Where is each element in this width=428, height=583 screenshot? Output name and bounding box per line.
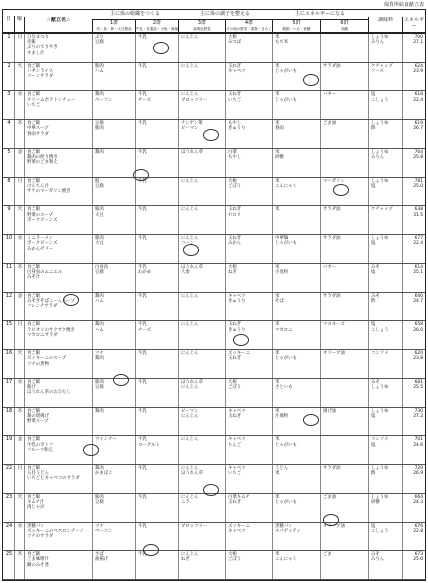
cell-c3: にんじん (178, 178, 225, 206)
menu-sheet (2, 2, 426, 581)
cell-c1: 白身魚 豆腐 (92, 264, 135, 292)
cell-dow: 木 (14, 408, 24, 436)
col6-label: 6群 (340, 20, 349, 26)
cell-c4: 大根 ごぼう (225, 379, 272, 407)
cell-c3: にんじん (178, 350, 225, 378)
cell-c2: 牛乳 (135, 408, 178, 436)
cell-c6: サラダ油 (320, 63, 368, 91)
cell-energy: 638 31.5 (402, 206, 425, 234)
cell-day: 10 (5, 235, 13, 242)
cell-day: 8 (7, 177, 11, 184)
cell-day: 11 (5, 263, 13, 270)
cell-energy: 658 26.0 (402, 321, 425, 349)
clipart-icon (333, 184, 349, 196)
cell-menu: 食ご飯 白身魚のムニエル みそ汁 (24, 264, 92, 292)
cell-c2: 牛乳 (135, 235, 178, 263)
cell-season: しょうゆ 塩 (368, 178, 402, 206)
cell-menu: 食ご飯 クリームポテトシチュー いちご (24, 91, 92, 119)
cell-energy: 620 23.8 (402, 350, 425, 378)
cell-c6 (320, 34, 368, 62)
cell-day: 16 (5, 350, 13, 357)
cell-season: みそ 塩 (368, 264, 402, 292)
clipart-icon (183, 244, 199, 256)
cell-c6: ごま油 (320, 494, 368, 522)
table-row (3, 178, 425, 207)
cell-c3: にんじん (178, 436, 225, 464)
cell-day: 19 (5, 436, 13, 443)
cell-energy: 701 24.6 (402, 436, 425, 464)
cell-dow: 水 (14, 91, 24, 119)
cell-c3: ほうれん草 人参 (178, 264, 225, 292)
cell-c1: 鶏肉 ハム (92, 293, 135, 321)
col2-sub: 牛乳・乳製品・小魚・海藻 (136, 27, 178, 31)
cell-season: しょうゆ みりん (368, 149, 402, 177)
cell-c5: 米 じゃがいも (272, 350, 320, 378)
cell-c2: 牛乳 (135, 206, 178, 234)
cell-c2: 牛乳 (135, 34, 178, 62)
cell-dow: 木 (14, 120, 24, 148)
cell-day: 5 (7, 148, 11, 155)
cell-day: 3 (7, 91, 11, 98)
cell-c1: さば 油揚げ (92, 551, 135, 579)
clipart-icon (303, 74, 319, 86)
cell-menu: 食ご飯 ラビオリのサクサク焼き マカロニサラダ (24, 321, 92, 349)
cell-c5: 米 小麦粉 (272, 264, 320, 292)
clipart-icon (323, 514, 339, 526)
clipart-icon (143, 544, 159, 556)
group-green: 主にエネルギーになる (272, 10, 368, 20)
menu-table-body (2, 33, 426, 581)
cell-c4: 玉ねぎ セロリ (225, 206, 272, 234)
cell-c1: 豚肉 大豆 (92, 206, 135, 234)
cell-c4: 白菜キムチ 玉ねぎ (225, 494, 272, 522)
col4-sub: その他の野菜・果物・きのこ (226, 27, 272, 31)
cell-season: 塩 こしょう (368, 91, 402, 119)
clipart-icon (133, 169, 149, 181)
cell-dow: 木 (14, 551, 24, 579)
cell-c5: 中華麺 じゃがいも (272, 235, 320, 263)
cell-c6: オリーブ油 (320, 350, 368, 378)
cell-dow: 水 (14, 379, 24, 407)
col2-label: 2群 (152, 20, 162, 26)
cell-energy: 677 22.4 (402, 235, 425, 263)
cell-c3: にんじん (178, 321, 225, 349)
cell-energy: 764 25.8 (402, 149, 425, 177)
cell-c1: ウインナー (92, 436, 135, 464)
cell-dow: 金 (14, 293, 24, 321)
cell-menu: ひなまつり 赤飯 ぶりのてりやき すまし汁 (24, 34, 92, 62)
clipart-icon (113, 374, 129, 386)
cell-menu: 食ご飯 豚汁 ほうれん草のおひたし (24, 379, 92, 407)
cell-c6: ごま (320, 551, 368, 579)
cell-c5: 米 こんにゃく (272, 551, 320, 579)
header-col1 (92, 20, 135, 32)
cell-season: しょうゆ みりん (368, 34, 402, 62)
cell-dow: 火 (14, 350, 24, 378)
cell-c3: ピーマン にんじん (178, 408, 225, 436)
cell-c3: にんじん ニラ (178, 494, 225, 522)
clipart-icon (203, 484, 219, 496)
cell-dow: 火 (14, 494, 24, 522)
cell-c2: 牛乳 (135, 178, 178, 206)
cell-day: 17 (5, 378, 13, 385)
cell-c1: 鶏肉 ベーコン (92, 91, 135, 119)
cell-season: みそ しょうゆ (368, 379, 402, 407)
cell-c3: にんじん ブロッコリー (178, 91, 225, 119)
cell-c4: キャベツ きゅうり (225, 293, 272, 321)
cell-c5: うどん 米 (272, 465, 320, 493)
cell-c6: サラダ油 (320, 465, 368, 493)
cell-day: 18 (5, 407, 13, 414)
cell-c6: バター (320, 264, 368, 292)
cell-c5: 米 さといも (272, 379, 320, 407)
cell-day: 12 (5, 292, 13, 299)
cell-day: 9 (7, 206, 11, 213)
table-row (3, 321, 425, 350)
header-menu: ☆献立名☆ (24, 17, 92, 39)
cell-c4: 玉ねぎ きゅうり (225, 321, 272, 349)
cell-menu: 食ご飯 みそきそばこーんスープ フレンチサラダ (24, 293, 92, 321)
cell-dow: 火 (14, 206, 24, 234)
table-header (2, 9, 426, 33)
header-energy: エネルギー (402, 17, 425, 39)
col4-label: 4群 (244, 20, 254, 26)
cell-c1: 鶏肉 (92, 408, 135, 436)
cell-c4: キャベツ 玉ねぎ (225, 408, 272, 436)
cell-menu: 食ご飯 中華スープ 春雨サラダ (24, 120, 92, 148)
cell-c6: マヨネーズ (320, 321, 368, 349)
cell-c5: 米 片栗粉 (272, 408, 320, 436)
cell-c1: 豆腐 豚肉 (92, 120, 135, 148)
header-col6 (320, 20, 368, 32)
cell-season: ケチャップ (368, 206, 402, 234)
cell-c4: ズッキーニ キャベツ (225, 523, 272, 551)
col5-label: 5群 (292, 20, 301, 26)
col6-sub: 油脂 (341, 27, 348, 31)
cell-energy: 664 24.3 (402, 494, 425, 522)
group-yellow: 主に体の調子を整える (178, 10, 272, 20)
cell-c6: サラダ油 (320, 206, 368, 234)
cell-c4: キャベツ りんご (225, 436, 272, 464)
cell-dow: 月 (14, 34, 24, 62)
cell-c6: バター (320, 91, 368, 119)
table-row (3, 63, 425, 92)
cell-c1: 鶏肉 ハム (92, 321, 135, 349)
cell-day: 25 (5, 551, 13, 558)
clipart-icon (303, 414, 319, 426)
cell-c2: 牛乳 (135, 494, 178, 522)
cell-c5: 米 じゃがいも (272, 436, 320, 464)
cell-menu: 食ご飯 ズッキーニのスープ ツナの煮物 (24, 350, 92, 378)
cell-menu: 食ご飯 ハヤシライス コーンサラダ (24, 63, 92, 91)
cell-c1: 豚肉 大豆 (92, 235, 135, 263)
cell-c4: 大根 ごぼう (225, 178, 272, 206)
cell-season: しょうゆ 酢 (368, 120, 402, 148)
cell-energy: 781 25.0 (402, 178, 425, 206)
cell-c6 (320, 436, 368, 464)
cell-c2: 牛乳 (135, 379, 178, 407)
cell-c1: 鶏肉 (92, 149, 135, 177)
cell-c1: ツナ ベーコン (92, 523, 135, 551)
cell-c3: にんじん ほうれん草 (178, 465, 225, 493)
col5-sub: 穀類・いも・砂糖 (282, 27, 311, 31)
cell-season: 塩 こしょう (368, 321, 402, 349)
cell-c5: 米 マカロニ (272, 321, 320, 349)
cell-c5: 米 じゃがいも (272, 63, 320, 91)
cell-c3: にんじん (178, 34, 225, 62)
cell-c4: 大根 ねぎ (225, 264, 272, 292)
cell-dow: 月 (14, 178, 24, 206)
cell-c6: マーガリン (320, 178, 368, 206)
cell-season: みそ みりん (368, 551, 402, 579)
cell-menu: 食ご飯 五目うどん いちごとキャベツのサラダ (24, 465, 92, 493)
cell-c4: もやし きゅうり (225, 120, 272, 148)
cell-day: 15 (5, 321, 13, 328)
cell-c1: 豚肉 ハム (92, 63, 135, 91)
cell-c3: にんじん (178, 63, 225, 91)
cell-dow: 月 (14, 465, 24, 493)
cell-c1: ツナ 鶏肉 (92, 350, 135, 378)
table-row (3, 149, 425, 178)
cell-season: しょうゆ 砂糖 (368, 494, 402, 522)
clipart-icon (63, 294, 79, 306)
cell-c2: 牛乳 (135, 120, 178, 148)
cell-c5: 米 じゃがいも (272, 91, 320, 119)
header-col5 (272, 20, 320, 32)
cell-day: 4 (7, 120, 11, 127)
table-row (3, 551, 425, 580)
cell-c6: オリーブ油 (320, 523, 368, 551)
table-row (3, 408, 425, 437)
cell-day: 24 (5, 522, 13, 529)
cell-c4: 玉ねぎ いちご (225, 91, 272, 119)
cell-season: みそ 酢 (368, 293, 402, 321)
cell-c5: 米 砂糖 (272, 149, 320, 177)
cell-c2: 牛乳 チーズ (135, 91, 178, 119)
table-row (3, 206, 425, 235)
cell-c3: にんじん (178, 293, 225, 321)
clipart-icon (153, 42, 169, 54)
cell-c6: ごま油 (320, 120, 368, 148)
cell-c4: 玉ねぎ みかん (225, 235, 272, 263)
cell-c6: 揚げ油 (320, 408, 368, 436)
cell-c2: 牛乳 チーズ (135, 321, 178, 349)
cell-energy: 676 22.8 (402, 523, 425, 551)
cell-c4: 玉ねぎ キャベツ (225, 63, 272, 91)
clipart-icon (203, 129, 219, 141)
cell-c5: 米 春雨 (272, 120, 320, 148)
header-col4 (225, 20, 272, 32)
cell-menu: 食ご飯 鶏肉の照り焼き 野菜のごま和え (24, 149, 92, 177)
table-row (3, 235, 425, 264)
cell-energy: 618 22.4 (402, 91, 425, 119)
col1-label: 1群 (109, 20, 119, 26)
header-col2 (135, 20, 178, 32)
cell-dow: 火 (14, 63, 24, 91)
cell-menu: 食ご飯 ごま味噌汁 鯖のみそ煮 (24, 551, 92, 579)
cell-c3: ブロッコリー (178, 523, 225, 551)
cell-c4: ズッキーニ 玉ねぎ (225, 350, 272, 378)
cell-menu: 食ご飯 けんちん汁 サケのマーガリン焼き (24, 178, 92, 206)
cell-energy: 720 26.9 (402, 465, 425, 493)
cell-dow: 金 (14, 149, 24, 177)
cell-c2: 牛乳 (135, 350, 178, 378)
cell-day: 23 (5, 493, 13, 500)
cell-season: しょうゆ 塩 (368, 235, 402, 263)
cell-menu: 食ご飯 キムチ汁 肉じゃが (24, 494, 92, 522)
cell-dow: 月 (14, 321, 24, 349)
cell-c3: ほうれん草 にんじん (178, 379, 225, 407)
table-row (3, 34, 425, 63)
cell-energy: 730 27.2 (402, 408, 425, 436)
cell-c5: 米 もち米 (272, 34, 320, 62)
cell-day: 2 (7, 62, 11, 69)
cell-menu: ミニラーメン ポークビーンズ みかんゼリー (24, 235, 92, 263)
cell-c3: にんじん (178, 206, 225, 234)
cell-energy: 700 27.1 (402, 34, 425, 62)
cell-c6 (320, 149, 368, 177)
cell-c2: 牛乳 (135, 523, 178, 551)
table-row (3, 379, 425, 408)
cell-c2: 牛乳 ヨーグルト (135, 436, 178, 464)
cell-energy: 640 24.7 (402, 293, 425, 321)
cell-c3: にんじん ねぎ (178, 551, 225, 579)
cell-c3: にんじん コーン (178, 235, 225, 263)
cell-menu: 食ご飯 野菜のスープ ポークビーンズ (24, 206, 92, 234)
cell-season: ケチャップ ソース (368, 63, 402, 91)
header-dow: 曜 (14, 16, 24, 38)
cell-c6: サラダ油 (320, 293, 368, 321)
cell-dow: 木 (14, 264, 24, 292)
cell-c4: キャベツ いちご (225, 465, 272, 493)
cell-c4: 大根 ごぼう (225, 551, 272, 579)
cell-c3: チンゲン菜 ピーマン (178, 120, 225, 148)
header-season: 調味料 (368, 17, 402, 39)
cell-c2: 牛乳 (135, 551, 178, 579)
issuer-label: 保育所給食献立表 (383, 2, 424, 8)
cell-dow: 水 (14, 523, 24, 551)
cell-c6: サラダ油 (320, 235, 368, 263)
cell-day: 22 (5, 465, 13, 472)
table-row (3, 523, 425, 552)
col3-label: 3群 (197, 20, 207, 26)
cell-c1: 豚肉 豆腐 (92, 379, 135, 407)
cell-day: 1 (7, 34, 11, 40)
table-row (3, 494, 425, 523)
header-day: 日 (5, 16, 11, 22)
clipart-icon (233, 334, 249, 346)
cell-c1: ぶり 豆腐 (92, 34, 135, 62)
cell-season: コンソメ 塩 (368, 436, 402, 464)
cell-c2: 牛乳 (135, 293, 178, 321)
col1-sub: 肉・魚・卵・大豆製品 (96, 27, 132, 31)
cell-c5: 米 こんにゃく (272, 178, 320, 206)
cell-menu: 黒糖パン ズッキーニのペペロンチーノ ツナのサラダ (24, 523, 92, 551)
cell-c2: 牛乳 (135, 465, 178, 493)
cell-season: しょうゆ 酢 (368, 465, 402, 493)
cell-dow: 水 (14, 235, 24, 263)
cell-c5: 黒糖パン スパゲッティ (272, 523, 320, 551)
cell-c1: 鶏肉 かまぼこ (92, 465, 135, 493)
cell-energy: 681 25.5 (402, 379, 425, 407)
cell-season: 塩 こしょう (368, 523, 402, 551)
cell-energy: 619 26.7 (402, 120, 425, 148)
clipart-icon (83, 444, 99, 456)
table-row (3, 264, 425, 293)
table-row (3, 436, 425, 465)
cell-energy: 624 23.9 (402, 63, 425, 91)
group-red: 主に体の組織をつくる (92, 10, 178, 20)
cell-c5: 米 そば (272, 293, 320, 321)
cell-c5: 米 じゃがいも (272, 494, 320, 522)
table-row (3, 91, 425, 120)
cell-energy: 673 25.0 (402, 551, 425, 579)
cell-c1: 豚肉 豆腐 (92, 494, 135, 522)
col3-sub: 緑黄色野菜 (193, 27, 211, 31)
cell-c3: ほうれん草 (178, 149, 225, 177)
cell-c1: 鮭 豆腐 (92, 178, 135, 206)
cell-c6 (320, 379, 368, 407)
header-col3 (178, 20, 225, 32)
cell-c4: 白菜 もやし (225, 149, 272, 177)
cell-season: しょうゆ 塩 (368, 408, 402, 436)
cell-c2: 牛乳 (135, 63, 178, 91)
table-row (3, 350, 425, 379)
cell-c2: 牛乳 わかめ (135, 264, 178, 292)
cell-energy: 614 25.1 (402, 264, 425, 292)
cell-c2: 牛乳 (135, 149, 178, 177)
cell-menu: 食ご飯 鶏の唐揚げ 野菜スープ (24, 408, 92, 436)
cell-season: コンソメ (368, 350, 402, 378)
cell-menu: 食ご飯 牛乳のポトフ フルーツ和え (24, 436, 92, 464)
cell-dow: 金 (14, 436, 24, 464)
cell-c5: 米 (272, 206, 320, 234)
cell-c4: 大根 みつば (225, 34, 272, 62)
